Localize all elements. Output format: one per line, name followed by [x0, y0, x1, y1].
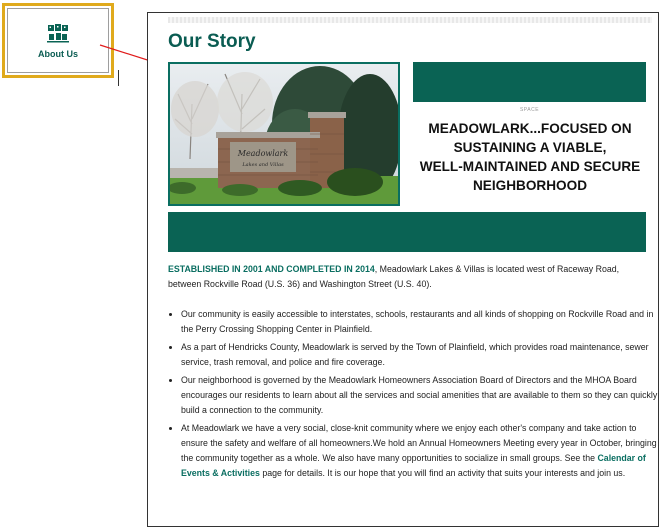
callout-divider [118, 70, 119, 86]
green-banner-wide [168, 212, 646, 252]
headline [410, 119, 650, 195]
list-item: • Our neighborhood is governed by the Meadowlark Homeowners Association Board of Directors and the MHOA Board encourages our residents to learn about all the services and social amenities that are available to them so they can quickly build a connection to the community. [181, 373, 663, 418]
about-us-nav-tile[interactable] [7, 8, 109, 73]
sign-subtext: Lakes and Villas [242, 162, 284, 168]
list-item: • As a part of Hendricks County, Meadowlark is served by the Town of Plainfield, which provides road maintenance, sewer service, trash removal, and police and fire coverage. [181, 340, 663, 370]
headline-line: SUSTAINING A VIABLE, [453, 140, 607, 155]
list-item [181, 421, 663, 481]
entrance-sign-image [170, 64, 398, 204]
list-item: • Our community is easily accessible to interstates, schools, restaurants and all kinds of shopping on Rockville Road and in the Perry Crossing Shopping Center in Plainfield. [181, 307, 663, 337]
intro-text: , Meadowlark Lakes & Villas is located west of Raceway Road, between Rockville Road (U.S. 36) and Washington Street (U.S. 40). [168, 264, 620, 289]
headline-line: NEIGHBORHOOD [472, 178, 588, 193]
entrance-sign-photo [168, 62, 400, 206]
headline-line: WELL-MAINTAINED AND SECURE [419, 159, 641, 174]
community-bullets [168, 307, 663, 484]
intro-lead: ESTABLISHED IN 2001 AND COMPLETED IN 2014 [168, 264, 375, 274]
green-banner-top [413, 62, 646, 102]
about-us-label: About Us [38, 48, 78, 59]
sign-text: Meadowlark [237, 149, 289, 158]
page-title: Our Story [168, 31, 256, 52]
our-story-page [147, 12, 659, 527]
list-item-text: page for details. It is our hope that you will find an activity that suits your interests and join us. [259, 468, 626, 478]
top-divider [168, 17, 652, 23]
calendar-of-events-link[interactable]: Calendar of Events & Activities [181, 453, 646, 478]
intro-paragraph [168, 262, 648, 292]
list-item-text: At Meadowlark we have a very social, close-knit community where we enjoy each other's company and take action to ensure the safety and welfare of all homeowners.We hold an Annual Homeowners Meeting every year in October, bringing the community together as a whole. We also have many opportunities to socialize in small groups. See the [181, 423, 657, 463]
space-label: SPACE [519, 107, 540, 113]
houses-icon [47, 23, 69, 43]
headline-line: MEADOWLARK...FOCUSED ON [428, 121, 632, 136]
